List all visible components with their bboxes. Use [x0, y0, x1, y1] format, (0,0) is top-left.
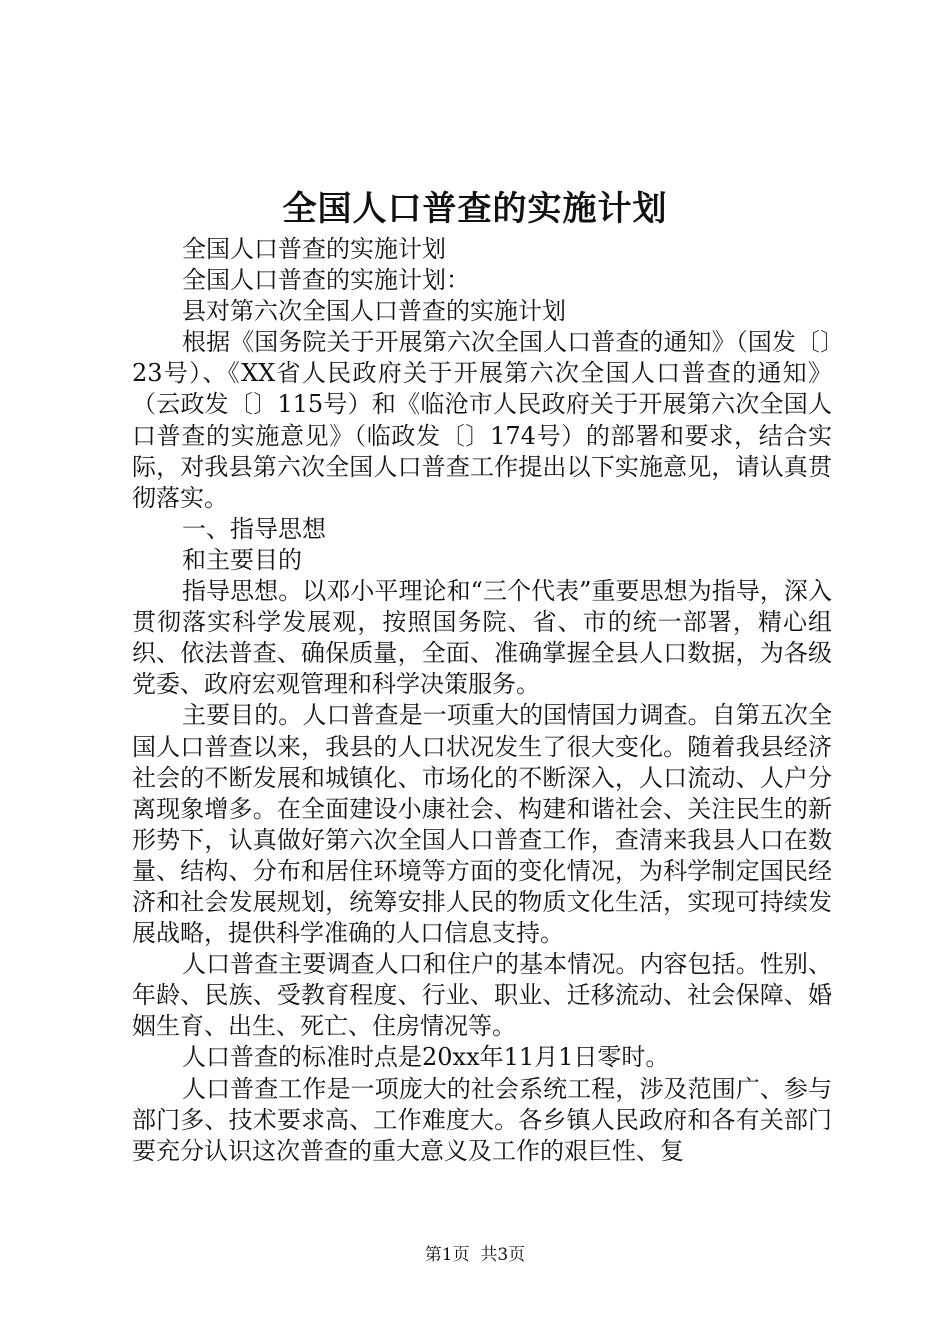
page-indicator: 第1页 共3页	[424, 1245, 526, 1265]
paragraph: 人口普查主要调查人口和住户的基本情况。内容包括。性别、年龄、民族、受教育程度、行业、职业、迁移流动、社会保障、婚姻生育、出生、死亡、住房情况等。	[132, 950, 832, 1041]
paragraph: 全国人口普查的实施计划：	[182, 266, 470, 295]
paragraph: 主要目的。人口普查是一项重大的国情国力调查。自第五次全国人口普查以来，我县的人口状况发生了很大变化。随着我县经济社会的不断发展和城镇化、市场化的不断深入，人口流动、人户分离现象增多。在全面建设小康社会、构建和谐社会、关注民生的新形势下，认真做好第六次全国人口普查工作，查清来我县人口在数量、结构、分布和居住环境等方面的变化情况，为科学制定国民经济和社会发展规划，统筹安排人民的物质文化生活，实现可持续发展战略，提供科学准确的人口信息支持。	[132, 701, 832, 948]
paragraph: 人口普查的标准时点是20xx年11月1日零时。	[182, 1043, 670, 1072]
paragraph: 人口普查工作是一项庞大的社会系统工程，涉及范围广、参与部门多、技术要求高、工作难度大。各乡镇人民政府和各有关部门要充分认识这次普查的重大意义及工作的艰巨性、复	[132, 1074, 832, 1165]
paragraph: 县对第六次全国人口普查的实施计划	[182, 297, 566, 326]
document-title: 全国人口普查的实施计划	[282, 189, 668, 229]
section-heading: 一、指导思想	[182, 514, 326, 543]
paragraph: 根据《国务院关于开展第六次全国人口普查的通知》（国发〔〕23号）、《XX省人民政府关于开展第六次全国人口普查的通知》（云政发〔〕115号）和《临沧市人民政府关于开展第六次全国人口普查的实施意见》（临政发〔〕174号）的部署和要求，结合实际，对我县第六次全国人口普查工作提出以下实施意见，请认真贯彻落实。	[132, 328, 832, 512]
document-body	[132, 234, 832, 1167]
section-heading: 和主要目的	[182, 545, 302, 574]
paragraph: 指导思想。以邓小平理论和“三个代表”重要思想为指导，深入贯彻落实科学发展观，按照国务院、省、市的统一部署，精心组织、依法普查、确保质量，全面、准确掌握全县人口数据，为各级党委、政府宏观管理和科学决策服务。	[132, 577, 832, 699]
paragraph: 全国人口普查的实施计划	[182, 235, 446, 263]
